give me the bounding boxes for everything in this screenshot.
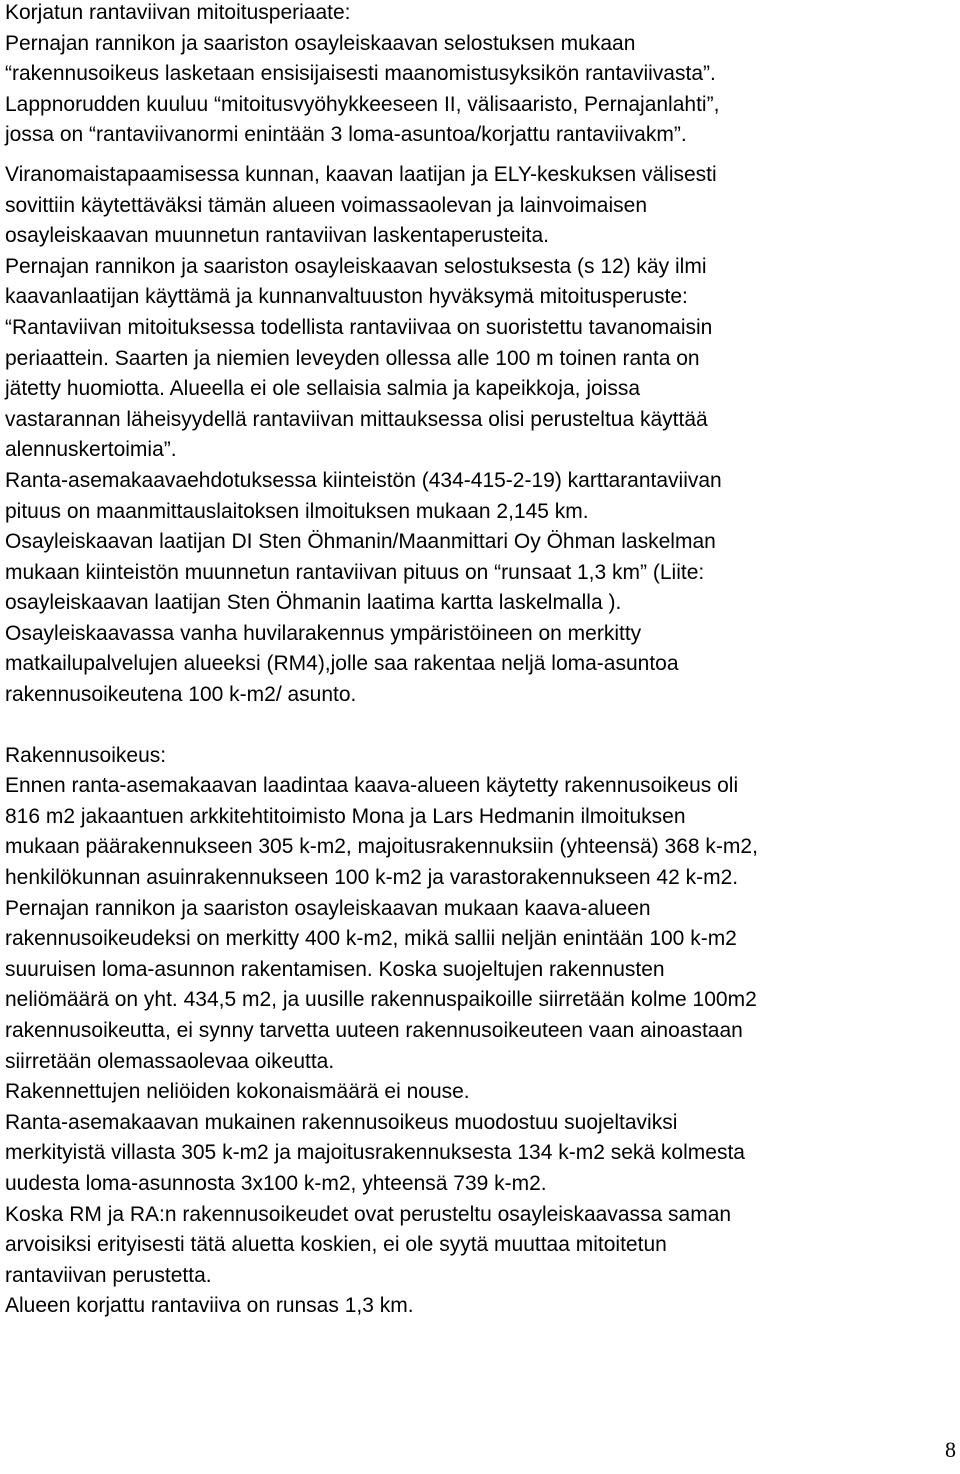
text-line: kaavanlaatijan käyttämä ja kunnanvaltuuston hyväksymä mitoitusperuste:: [5, 285, 688, 309]
text-line: Viranomaistapaamisessa kunnan, kaavan laatijan ja ELY-keskuksen välisesti: [5, 162, 717, 186]
text-line: alennuskertoimia”.: [5, 438, 177, 462]
text-line: osayleiskaavan laatijan Sten Öhmanin laatima kartta laskelmalla ).: [5, 591, 622, 615]
text-line: Alueen korjattu rantaviiva on runsas 1,3 km.: [5, 1294, 414, 1318]
text-line: Ranta-asemakaavan mukainen rakennusoikeus muodostuu suojeltaviksi: [5, 1110, 678, 1134]
text-line: arvoisiksi erityisesti tätä aluetta koskien, ei ole syytä muuttaa mitoitetun: [5, 1233, 667, 1257]
paragraph-authority-meeting: [5, 160, 957, 711]
text-line: Pernajan rannikon ja saariston osayleiskaavan selostuksen mukaan: [5, 31, 636, 55]
text-line: Ranta-asemakaavaehdotuksessa kiinteistön (434-415-2-19) karttarantaviivan: [5, 468, 722, 492]
text-line: Koska RM ja RA:n rakennusoikeudet ovat perusteltu osayleiskaavassa saman: [5, 1202, 732, 1226]
paragraph-shoreline-principle: [5, 0, 957, 151]
document-page: [5, 0, 957, 1322]
text-line: Korjatun rantaviivan mitoitusperiaate:: [5, 1, 351, 24]
text-line: Lappnorudden kuuluu “mitoitusvyöhykkeeseen II, välisaaristo, Pernajanlahti”,: [5, 92, 720, 116]
text-line: Osayleiskaavassa vanha huvilarakennus ympäristöineen on merkitty: [5, 621, 642, 645]
text-line: henkilökunnan asuinrakennukseen 100 k-m2 ja varastorakennukseen 42 k-m2.: [5, 866, 739, 890]
text-line: Rakennettujen neliöiden kokonaismäärä ei nouse.: [5, 1080, 470, 1104]
text-line: merkityistä villasta 305 k-m2 ja majoitusrakennuksesta 134 k-m2 sekä kolmesta: [5, 1141, 745, 1165]
text-line: osayleiskaavan muunnetun rantaviivan laskentaperusteita.: [5, 224, 550, 248]
text-line: rakennusoikeudeksi on merkitty 400 k-m2, mikä sallii neljän enintään 100 k-m2: [5, 927, 737, 951]
text-line: rakennusoikeutena 100 k-m2/ asunto.: [5, 683, 357, 707]
text-line: jossa on “rantaviivanormi enintään 3 loma-asuntoa/korjattu rantaviivakm”.: [5, 123, 687, 147]
text-line: Rakennusoikeus:: [5, 743, 167, 767]
text-line: mukaan päärakennukseen 305 k-m2, majoitusrakennuksiin (yhteensä) 368 k-m2,: [5, 835, 758, 859]
text-line: matkailupalvelujen alueeksi (RM4),jolle saa rakentaa neljä loma-asuntoa: [5, 652, 679, 676]
text-line: jätetty huomiotta. Alueella ei ole sellaisia salmia ja kapeikkoja, joissa: [5, 377, 641, 401]
text-line: sovittiin käytettäväksi tämän alueen voimassaolevan ja lainvoimaisen: [5, 193, 647, 217]
text-line: uudesta loma-asunnosta 3x100 k-m2, yhteensä 739 k-m2.: [5, 1171, 547, 1195]
text-line: suuruisen loma-asunnon rakentamisen. Koska suojeltujen rakennusten: [5, 957, 665, 981]
text-line: Ennen ranta-asemakaavan laadintaa kaava-alueen käytetty rakennusoikeus oli: [5, 774, 739, 798]
text-line: periaattein. Saarten ja niemien leveyden ollessa alle 100 m toinen ranta on: [5, 346, 700, 370]
paragraph-gap: [5, 151, 957, 160]
text-line: Pernajan rannikon ja saariston osayleiskaavan selostuksesta (s 12) käy ilmi: [5, 254, 707, 278]
text-line: Pernajan rannikon ja saariston osayleiskaavan mukaan kaava-alueen: [5, 896, 651, 920]
page-number: 8: [945, 1437, 956, 1462]
text-line: “Rantaviivan mitoituksessa todellista rantaviivaa on suoristettu tavanomaisin: [5, 315, 713, 339]
text-line: Osayleiskaavan laatijan DI Sten Öhmanin/Maanmittari Oy Öhman laskelman: [5, 530, 716, 554]
text-line: siirretään olemassaolevaa oikeutta.: [5, 1049, 335, 1073]
text-line: vastarannan läheisyydellä rantaviivan mittauksessa olisi perusteltua käyttää: [5, 407, 708, 431]
text-line: neliömäärä on yht. 434,5 m2, ja uusille rakennuspaikoille siirretään kolme 100m2: [5, 988, 757, 1012]
text-line: rantaviivan perustetta.: [5, 1263, 212, 1287]
text-line: pituus on maanmittauslaitoksen ilmoituksen mukaan 2,145 km.: [5, 499, 589, 523]
paragraph-building-rights: [5, 741, 957, 1322]
paragraph-gap: [5, 711, 957, 741]
text-line: “rakennusoikeus lasketaan ensisijaisesti maanomistusyksikön rantaviivasta”.: [5, 62, 716, 86]
text-line: rakennusoikeutta, ei synny tarvetta uuteen rakennusoikeuteen vaan ainoastaan: [5, 1019, 743, 1042]
text-line: 816 m2 jakaantuen arkkitehtitoimisto Mona ja Lars Hedmanin ilmoituksen: [5, 804, 686, 828]
text-line: mukaan kiinteistön muunnetun rantaviivan pituus on “runsaat 1,3 km” (Liite:: [5, 560, 705, 584]
